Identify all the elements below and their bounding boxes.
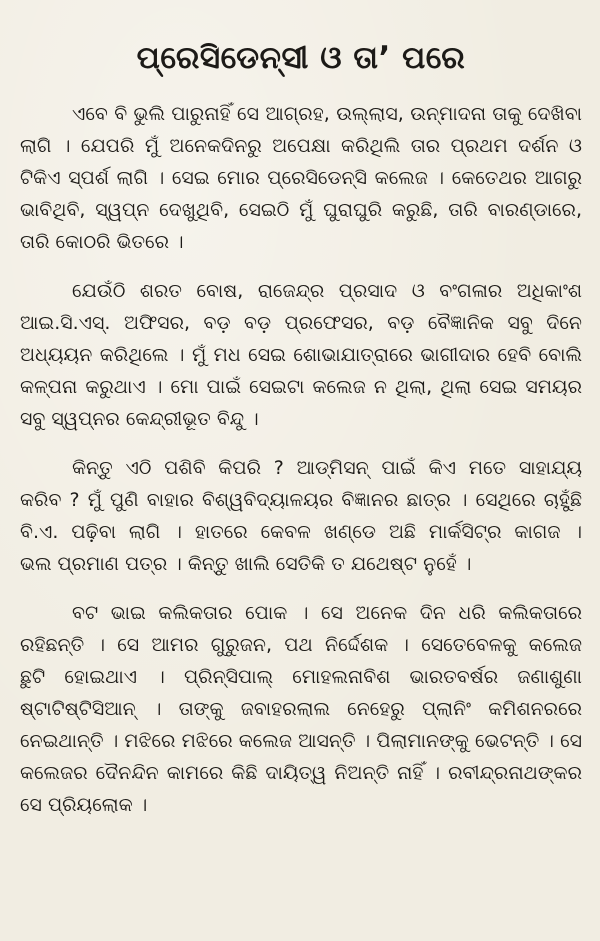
text-line: ନେଇଥାନ୍ତି । ମଝିରେ ମଝିରେ କଲେଜ ଆସନ୍ତି । ପିଲାମାନଙ୍କୁ ଭେଟନ୍ତି । ସେ	[20, 730, 582, 752]
paragraph-3	[20, 452, 582, 580]
text-line: ସେ ପ୍ରିୟଲୋକ ।	[20, 794, 148, 816]
text-line: ଯେଉଁଠି ଶରତ ବୋଷ, ରାଜେନ୍ଦ୍ର ପ୍ରସାଦ ଓ ବଂଗଳାର ଅଧିକାଂଶ	[72, 280, 582, 302]
text-line: ଆଇ.ସି.ଏସ୍. ଅଫିସର, ବଡ଼ ବଡ଼ ପ୍ରଫେସର, ବଡ଼ ବୈଜ୍ଞାନିକ ସବୁ ଦିନେ	[20, 312, 582, 334]
paragraph-1	[20, 98, 582, 258]
paragraph-2	[20, 275, 582, 435]
text-line: ବି.ଏ. ପଢ଼ିବା ଲାଗି । ହାତରେ କେବଳ ଖଣ୍ଡେ ଅଛି ମାର୍କସିଟ୍‌ର କାଗଜ ।	[20, 521, 582, 543]
text-line: ଭଲ ପ୍ରମାଣ ପତ୍ର । କିନ୍ତୁ ଖାଲି ସେତିକି ତ ଯଥେଷ୍ଟ ନୁହେଁ ।	[20, 553, 472, 575]
text-line: ରହିଛନ୍ତି । ସେ ଆମର ଗୁରୁଜନ, ପଥ ନିର୍ଦ୍ଦେଶକ । ସେତେବେଳକୁ କଲେଜ	[20, 634, 582, 656]
text-line: ଛୁଟି ହୋଇଥାଏ । ପ୍ରିନ୍ସିପାଲ୍ ମୋହଲନାବିଶ ଭାରତବର୍ଷର ଜଣାଶୁଣା	[20, 666, 582, 688]
text-line: ଷ୍ଟାଟିଷ୍ଟିସିଆନ୍ । ତାଙ୍କୁ ଜବାହରଲାଲ ନେହେରୁ ପ୍ଲାନିଂ କମିଶନରରେ	[20, 698, 582, 720]
text-line: କଳ୍ପନା କରୁଥାଏ । ମୋ ପାଇଁ ସେଇଟା କଲେଜ ନ ଥିଲା, ଥିଲା ସେଇ ସମୟର	[20, 376, 582, 398]
text-line: ବଟ ଭାଇ କଲିକତାର ପୋକ । ସେ ଅନେକ ଦିନ ଧରି କଲିକତାରେ	[72, 602, 582, 624]
text-line: ଅଧ୍ୟୟନ କରିଥିଲେ । ମୁଁ ମଧ ସେଇ ଶୋଭାଯାତ୍ରାରେ ଭାଗୀଦାର ହେବି ବୋଲି	[20, 344, 582, 366]
text-line: ଲାଗି । ଯେପରି ମୁଁ ଅନେକଦିନରୁ ଅପେକ୍ଷା କରିଥିଲି ତାର ପ୍ରଥମ ଦର୍ଶନ ଓ	[20, 135, 582, 157]
text-line: ଏବେ ବି ଭୁଲି ପାରୁନାହିଁ ସେ ଆଗ୍ରହ, ଉଲ୍ଲାସ, ଉନ୍ମାଦନା ତାକୁ ଦେଖିବା	[72, 103, 582, 125]
paragraph-4	[20, 597, 582, 821]
text-line: ଭାବିଥିବି, ସ୍ୱପ୍ନ ଦେଖୁଥିବି, ସେଇଠି ମୁଁ ଘୁରାଘୁରି କରୁଛି, ତାରି ବାରଣ୍ଡାରେ,	[20, 199, 582, 221]
text-line: ତାରି କୋଠରି ଭିତରେ ।	[20, 231, 184, 253]
text-line: ଟିକିଏ ସ୍ପର୍ଶ ଲାଗି । ସେଇ ମୋର ପ୍ରେସିଡେନ୍ସି କଲେଜ । କେତେଥର ଆଗରୁ	[20, 167, 582, 189]
text-line: କରିବ ? ମୁଁ ପୁଣି ବାହାର ବିଶ୍ୱବିଦ୍ୟାଳୟର ବିଜ୍ଞାନର ଛାତ୍ର । ସେଥିରେ ଚାହୁଁଛି	[20, 489, 582, 511]
chapter-title: ପ୍ରେସିଡେନ୍ସୀ ଓ ତା’ ପରେ	[136, 40, 466, 76]
text-line: ସବୁ ସ୍ୱପ୍ନର କେନ୍ଦ୍ରୀଭୂତ ବିନ୍ଦୁ ।	[20, 408, 259, 430]
text-line: କିନ୍ତୁ ଏଠି ପଶିବି କିପରି ? ଆଡ୍‌ମିସନ୍ ପାଇଁ କିଏ ମତେ ସାହାଯ୍ୟ	[72, 457, 582, 479]
text-line: କଲେଜର ଦୈନନ୍ଦିନ କାମରେ କିଛି ଦାୟିତ୍ୱ ନିଅନ୍ତି ନାହିଁ । ରବୀନ୍ଦ୍ରନାଥଙ୍କର	[20, 762, 582, 784]
